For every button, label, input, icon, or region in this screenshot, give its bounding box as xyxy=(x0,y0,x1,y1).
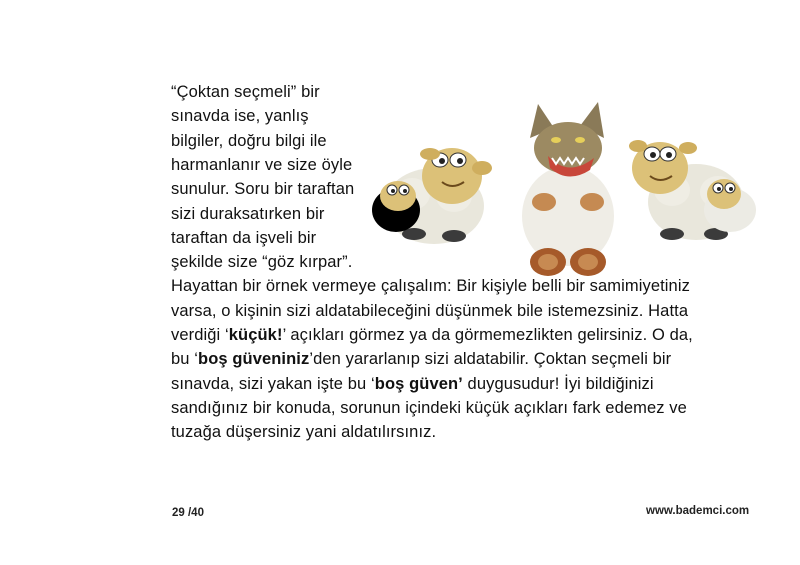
sheep-icon xyxy=(704,179,756,232)
sheep-icon xyxy=(372,181,420,232)
text-line xyxy=(171,153,352,177)
text-segment: bilgiler, doğru bilgi ile xyxy=(171,131,327,150)
text-segment: sizi duraksatırken bir xyxy=(171,204,325,223)
text-line xyxy=(171,177,354,201)
text-line xyxy=(171,226,316,250)
text-segment: sınavda ise, yanlış xyxy=(171,107,309,126)
text-segment: varsa, o kişinin sizi aldatabileceğini düşünmek bile istemezsiniz. Hatta xyxy=(171,301,689,320)
text-line xyxy=(171,323,693,347)
text-segment: şekilde size “göz kırpar”. xyxy=(171,253,353,272)
text-segment: taraftan da işveli bir xyxy=(171,228,317,247)
text-line xyxy=(171,396,687,420)
text-line xyxy=(171,347,671,371)
text-segment: sunulur. Soru bir taraftan xyxy=(171,180,355,199)
text-line xyxy=(171,129,327,153)
text-segment: sınavda, sizi yakan işte bu ‘ xyxy=(171,374,375,393)
emphasis-text: boş güven’ xyxy=(374,374,463,393)
text-line xyxy=(171,299,688,323)
text-line xyxy=(171,372,654,396)
emphasis-text: boş güveniniz xyxy=(198,350,310,369)
text-segment: sandığınız bir konuda, sorunun içindeki küçük açıkları fark edemez ve xyxy=(171,398,687,417)
text-segment: “Çoktan seçmeli” bir xyxy=(171,83,320,101)
text-line xyxy=(171,250,352,274)
text-segment: harmanlanır ve size öyle xyxy=(171,155,353,174)
text-segment: bu ‘ xyxy=(171,350,199,369)
text-segment: Hayattan bir örnek vermeye çalışalım: Bir kişiyle belli bir samimiyetiniz xyxy=(171,277,690,296)
text-line xyxy=(171,80,320,104)
emphasis-text: küçük! xyxy=(228,326,283,344)
text-line xyxy=(171,104,309,128)
wolf-in-sheeps-clothing-icon xyxy=(522,102,614,276)
text-segment: ’den yararlanıp sizi aldatabilir. Çoktan seçmeli bir xyxy=(309,350,672,369)
page-number: 29 /40 xyxy=(172,507,204,519)
website-link[interactable]: www.bademci.com xyxy=(646,505,750,517)
text-segment: verdiği ‘ xyxy=(171,326,229,344)
text-segment: duygusudur! İyi bildiğinizi xyxy=(462,374,654,393)
text-segment: ’ açıkları görmez ya da görmemezlikten gelirsiniz. O da, xyxy=(282,326,693,344)
text-segment: tuzağa düşersiniz yani aldatılırsınız. xyxy=(171,423,437,442)
text-line xyxy=(171,202,325,226)
text-line xyxy=(171,420,436,444)
wolf-among-sheep-illustration xyxy=(372,98,762,278)
